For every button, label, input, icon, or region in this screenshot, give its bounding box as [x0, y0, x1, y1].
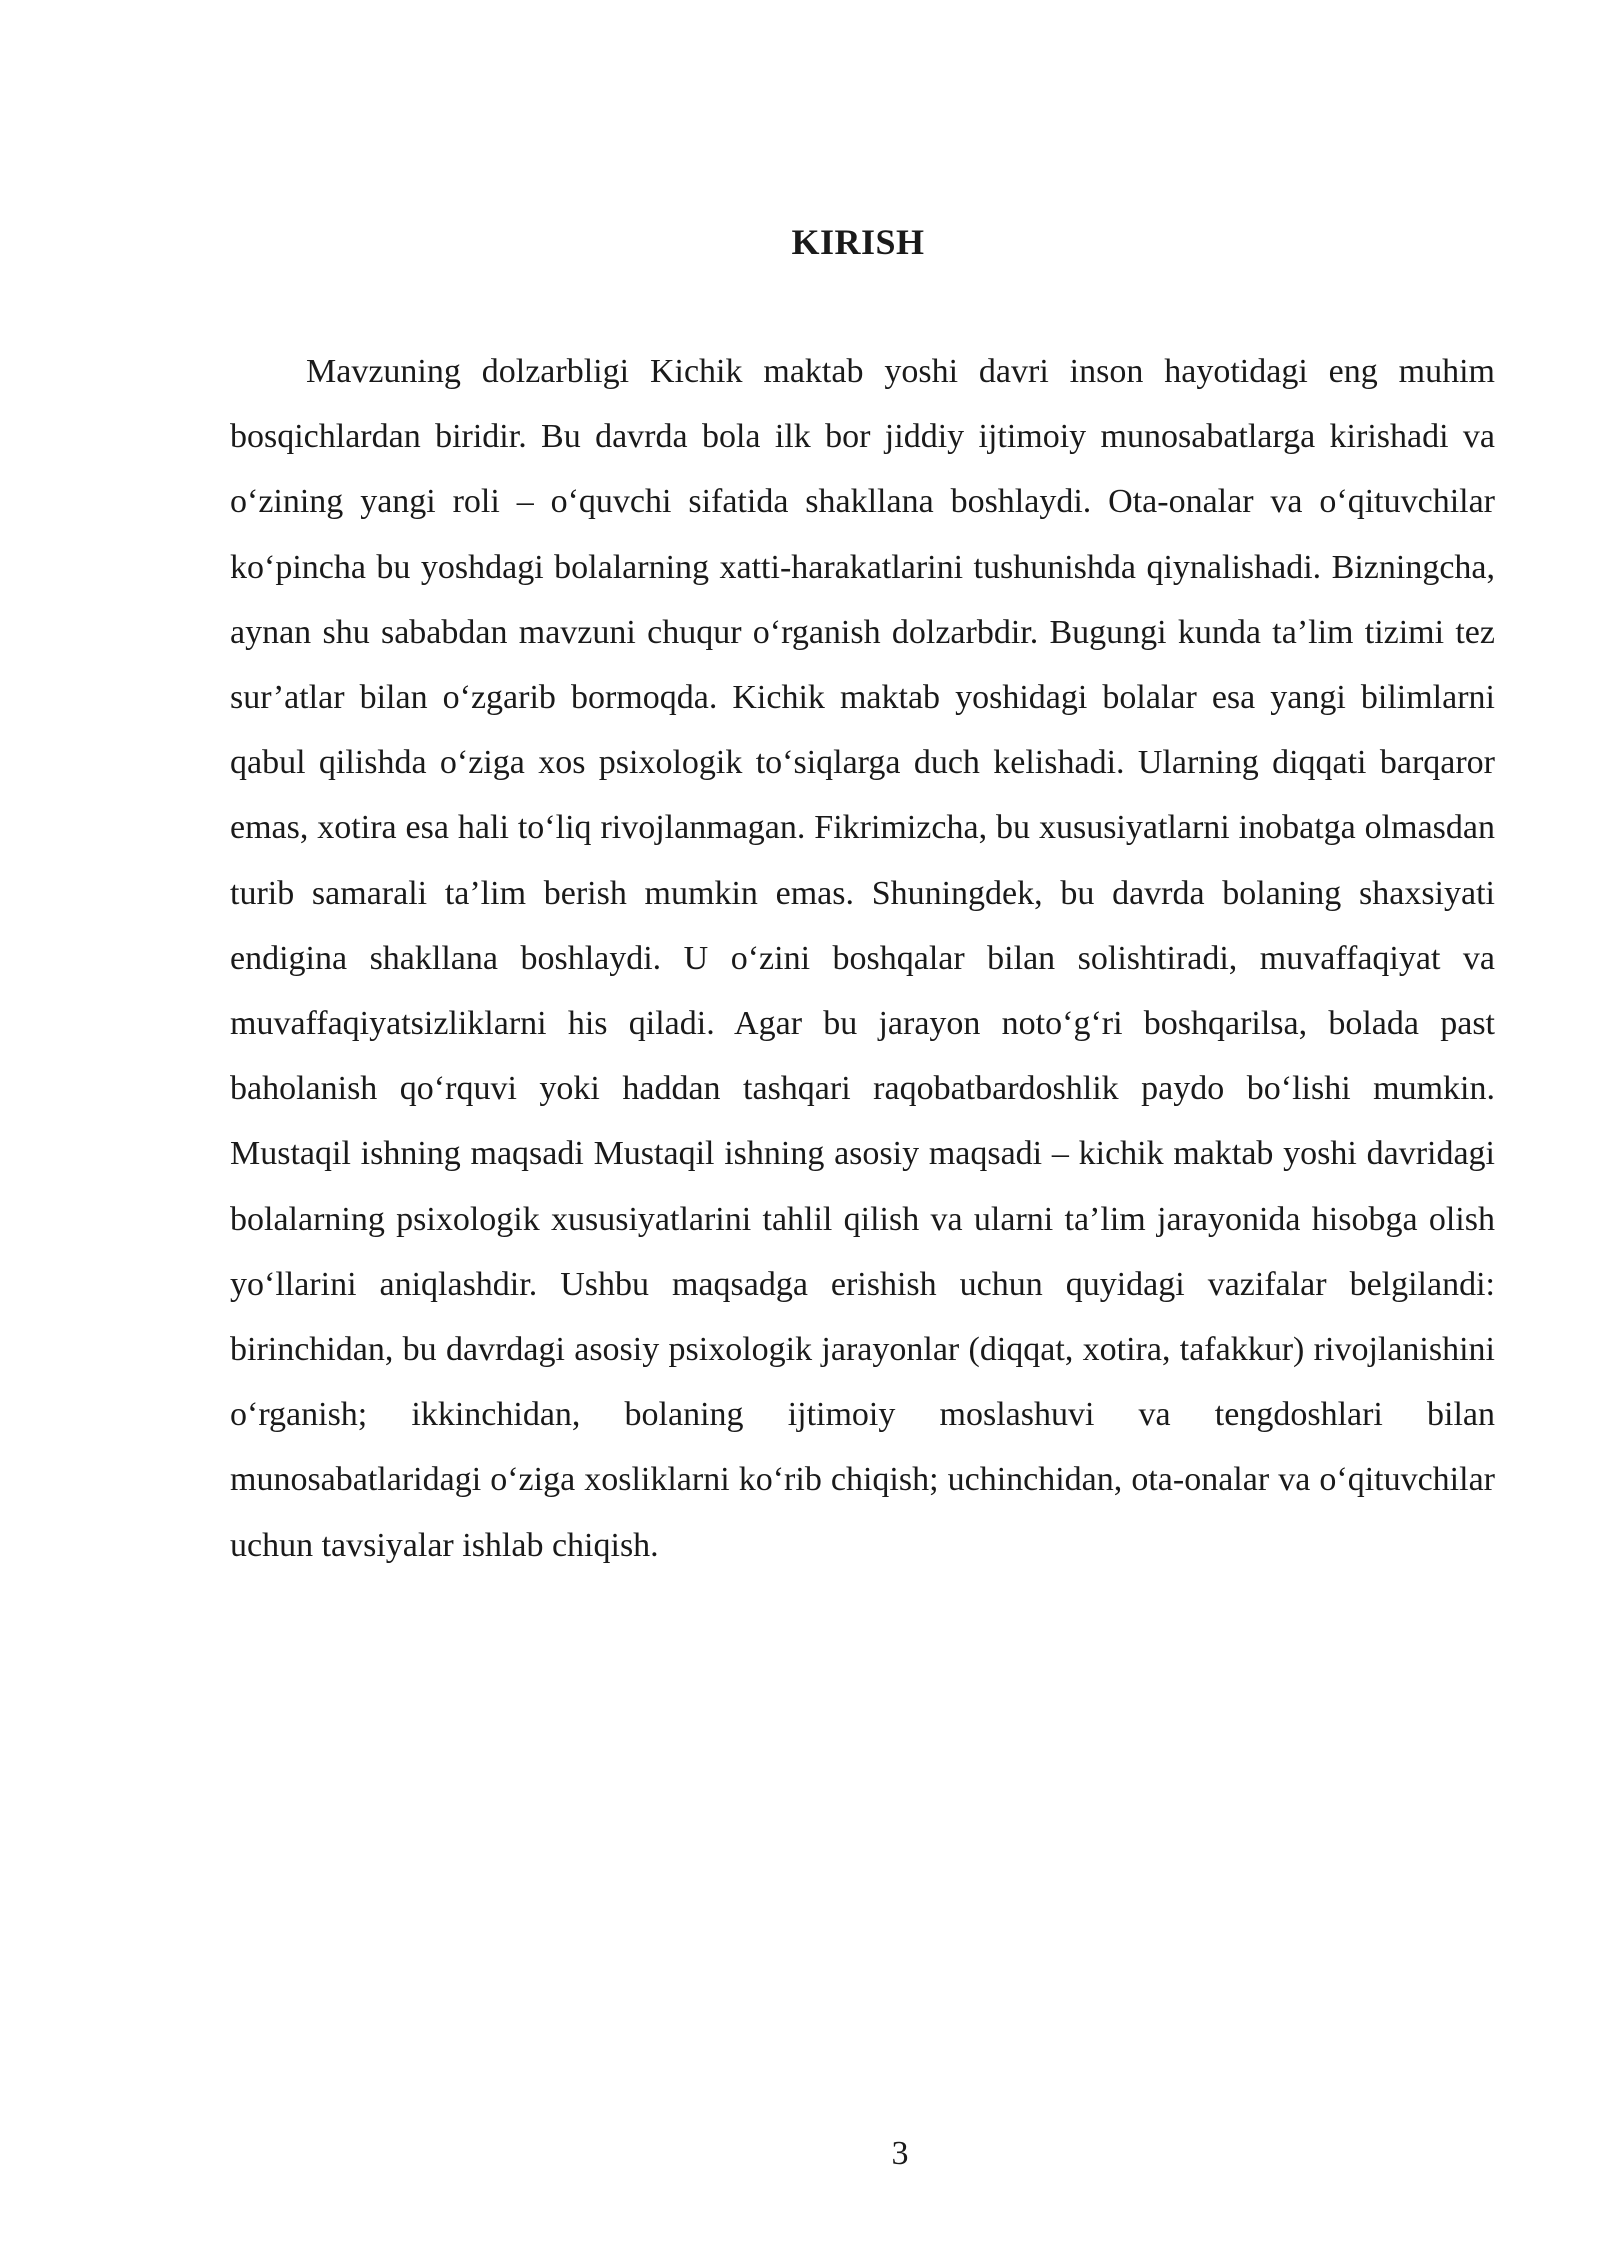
page-number: 3 [891, 2135, 909, 2172]
body-paragraph: Mavzuning dolzarbligi Kichik maktab yoshi davri inson hayotidagi eng muhim bosqichlardan biridir. Bu davrda bola ilk bor jiddiy ijtimoiy munosabatlarga kirishadi va o‘zining yangi roli – o‘quvchi sifatida shakllana boshlaydi. Ota-onalar va o‘qituvchilar ko‘pincha bu yoshdagi bolalarning xatti-harakatlarini tushunishda qiynalishadi. Bizningcha, aynan shu sababdan mavzuni chuqur o‘rganish dolzarbdir. Bugungi kunda ta’lim tizimi tez sur’atlar bilan o‘zgarib bormoqda. Kichik maktab yoshidagi bolalar esa yangi bilimlarni qabul qilishda o‘ziga xos psixologik to‘siqlarga duch kelishadi. Ularning diqqati barqaror emas, xotira esa hali to‘liq rivojlanmagan. Fikrimizcha, bu xususiyatlarni inobatga olmasdan turib samarali ta’lim berish mumkin emas. Shuningdek, bu davrda bolaning shaxsiyati endigina shakllana boshlaydi. U o‘zini boshqalar bilan solishtiradi, muvaffaqiyat va muvaffaqiyatsizliklarni his qiladi. Agar bu jarayon noto‘g‘ri boshqarilsa, bolada past baholanish qo‘rquvi yoki haddan tashqari raqobatbardoshlik paydo bo‘lishi mumkin. Mustaqil ishning maqsadi Mustaqil ishning asosiy maqsadi – kichik maktab yoshi davridagi bolalarning psixologik xususiyatlarini tahlil qilish va ularni ta’lim jarayonida hisobga olish yo‘llarini aniqlashdir. Ushbu maqsadga erishish uchun quyidagi vazifalar belgilandi: birinchidan, bu davrdagi asosiy psixologik jarayonlar (diqqat, xotira, tafakkur) rivojlanishini o‘rganish; ikkinchidan, bolaning ijtimoiy moslashuvi va tengdoshlari bilan munosabatlaridagi o‘ziga xosliklarni ko‘rib chiqish; uchinchidan, ota-onalar va o‘qituvchilar uchun tavsiyalar ishlab chiqish. [230, 353, 1495, 1564]
section-heading: KIRISH [791, 222, 925, 262]
